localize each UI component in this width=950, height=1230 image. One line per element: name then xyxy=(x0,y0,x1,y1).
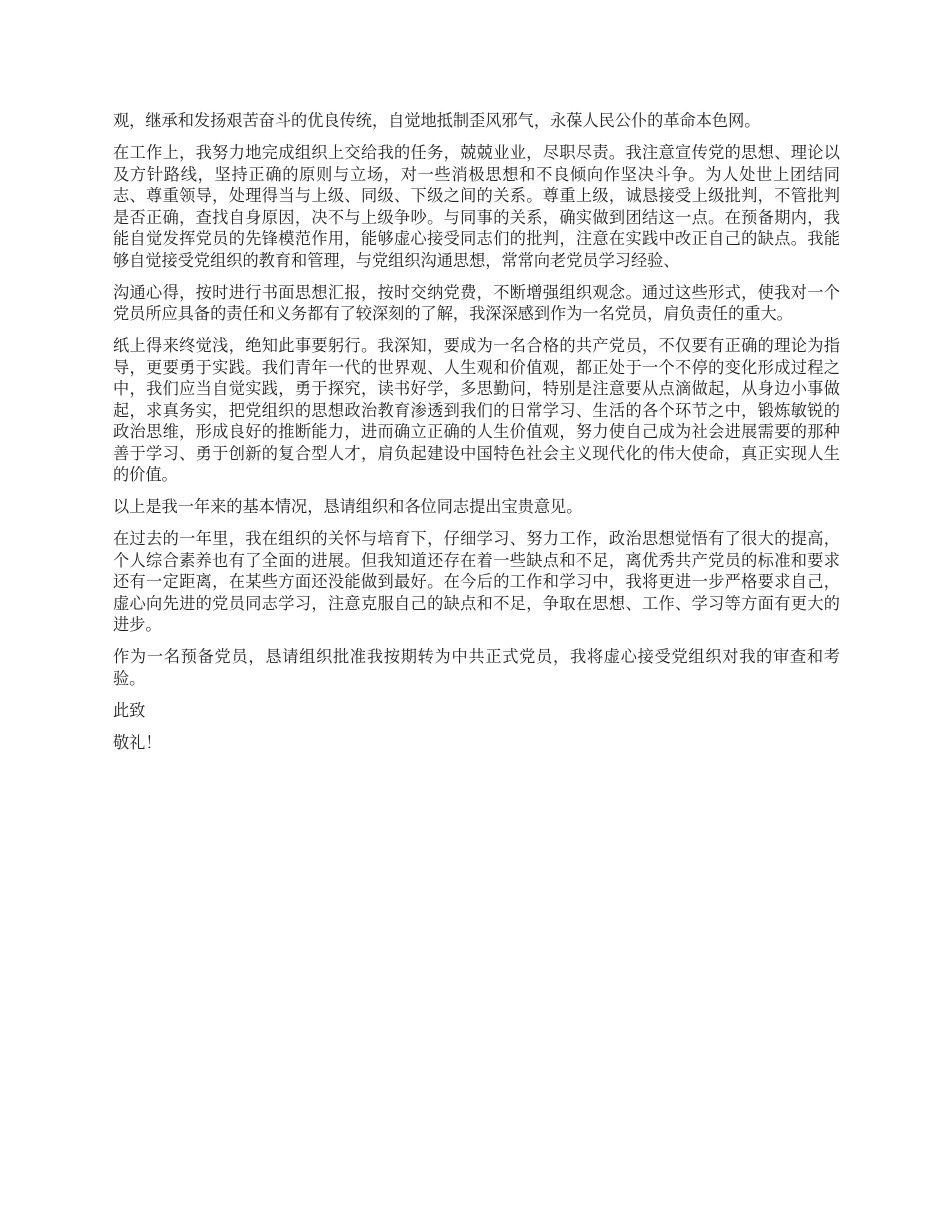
paragraph-5: 以上是我一年来的基本情况，恳请组织和各位同志提出宝贵意见。 xyxy=(113,497,583,516)
paragraph-6: 在过去的一年里，我在组织的关怀与培育下，仔细学习、努力工作，政治思想觉悟有了很大的提高，个人综合素养也有了全面的进展。但我知道还存在着一些缺点和不足，离优秀共产党员的标准和要求还有一定距离，在某些方面还没能做到最好。在今后的工作和学习中，我将更进一步严格要求自己，虚心向先进的党员同志学习，注意克服自己的缺点和不足，争取在思想、工作、学习等方面有更大的进步。 xyxy=(113,529,840,634)
paragraph-7: 作为一名预备党员，恳请组织批准我按期转为中共正式党员，我将虚心接受党组织对我的审查和考验。 xyxy=(113,647,840,688)
closing-regards: 敬礼！ xyxy=(113,732,162,752)
paragraph-4: 纸上得来终觉浅，绝知此事要躬行。我深知，要成为一名合格的共产党员，不仅要有正确的理论为指导，更要勇于实践。我们青年一代的世界观、人生观和价值观，都正处于一个不停的变化形成过程之中，我们应当自觉实践，勇于探究，读书好学，多思勤问，特别是注意要从点滴做起，从身边小事做起，求真务实，把党组织的思想政治教育渗透到我们的日常学习、生活的各个环节之中，锻炼敏锐的政治思维，形成良好的推断能力，进而确立正确的人生价值观，努力使自己成为社会进展需要的那种善于学习、勇于创新的复合型人才，肩负起建设中国特色社会主义现代化的伟大使命，真正实现人生的价值。 xyxy=(113,336,840,484)
document-body xyxy=(113,110,840,764)
paragraph-3: 沟通心得，按时进行书面思想汇报，按时交纳党费，不断增强组织观念。通过这些形式，使我对一个党员所应具备的责任和义务都有了较深刻的了解，我深深感到作为一名党员，肩负责任的重大。 xyxy=(113,282,840,323)
paragraph-2: 在工作上，我努力地完成组织上交给我的任务，兢兢业业，尽职尽责。我注意宣传党的思想、理论以及方针路线，坚持正确的原则与立场，对一些消极思想和不良倾向作坚决斗争。为人处世上团结同志、尊重领导，处理得当与上级、同级、下级之间的关系。尊重上级，诚恳接受上级批判，不管批判是否正确，查找自身原因，决不与上级争吵。与同事的关系，确实做到团结这一点。在预备期内，我能自觉发挥党员的先锋模范作用，能够虚心接受同志们的批判，注意在实践中改正自己的缺点。我能够自觉接受党组织的教育和管理，与党组织沟通思想，常常向老党员学习经验、 xyxy=(113,143,840,270)
closing-salutation: 此致 xyxy=(113,700,146,720)
paragraph-1: 观，继承和发扬艰苦奋斗的优良传统，自觉地抵制歪风邪气，永葆人民公仆的革命本色网。 xyxy=(113,111,761,130)
